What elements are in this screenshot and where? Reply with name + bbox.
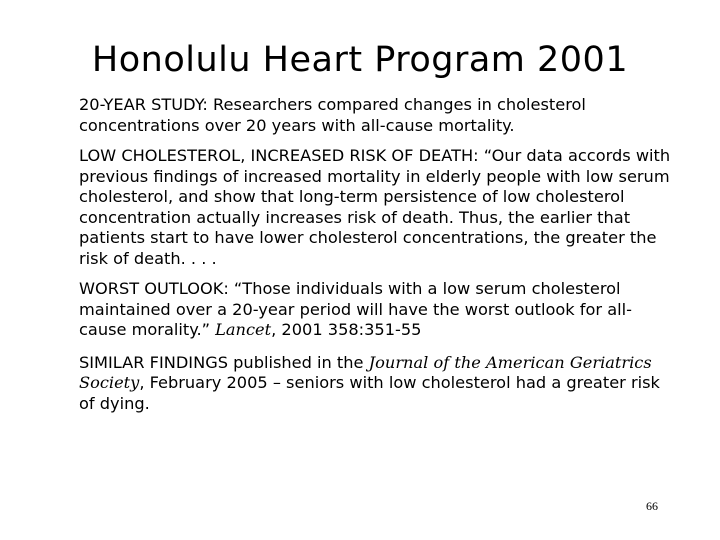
similar-findings-detail: , February 2005 – seniors with low cholesterol had a greater risk of dying.	[79, 373, 660, 413]
paragraph-low-cholesterol: LOW CHOLESTEROL, INCREASED RISK OF DEATH: “Our data accords with previous findings of increased mortality in elderly people with low serum cholesterol, and show that long-term persistence of low cholesterol concentration actually increases risk of death. Thus, the earlier that patients start to have lower cholesterol concentrations, the greater the risk of death. . . .	[79, 146, 671, 268]
paragraph-similar-findings	[79, 353, 679, 415]
page-number: 66	[646, 499, 658, 513]
lancet-citation: , 2001 358:351-55	[271, 320, 422, 339]
worst-outlook-text: WORST OUTLOOK: “Those individuals with a low serum cholesterol maintained over a 20-year period will have the worst outlook for all-cause morality.”	[79, 279, 632, 339]
similar-findings-text: SIMILAR FINDINGS published in the	[79, 352, 369, 372]
slide-body	[79, 95, 679, 424]
journal-geriatrics: Journal of the American Geriatrics Society	[79, 352, 652, 392]
journal-lancet: Lancet	[215, 320, 272, 339]
slide-title: Honolulu Heart Program 2001	[91, 40, 629, 80]
paragraph-20-year-study: 20-YEAR STUDY: Researchers compared changes in cholesterol concentrations over 20 years with all-cause mortality.	[79, 95, 586, 135]
paragraph-worst-outlook	[79, 279, 679, 341]
